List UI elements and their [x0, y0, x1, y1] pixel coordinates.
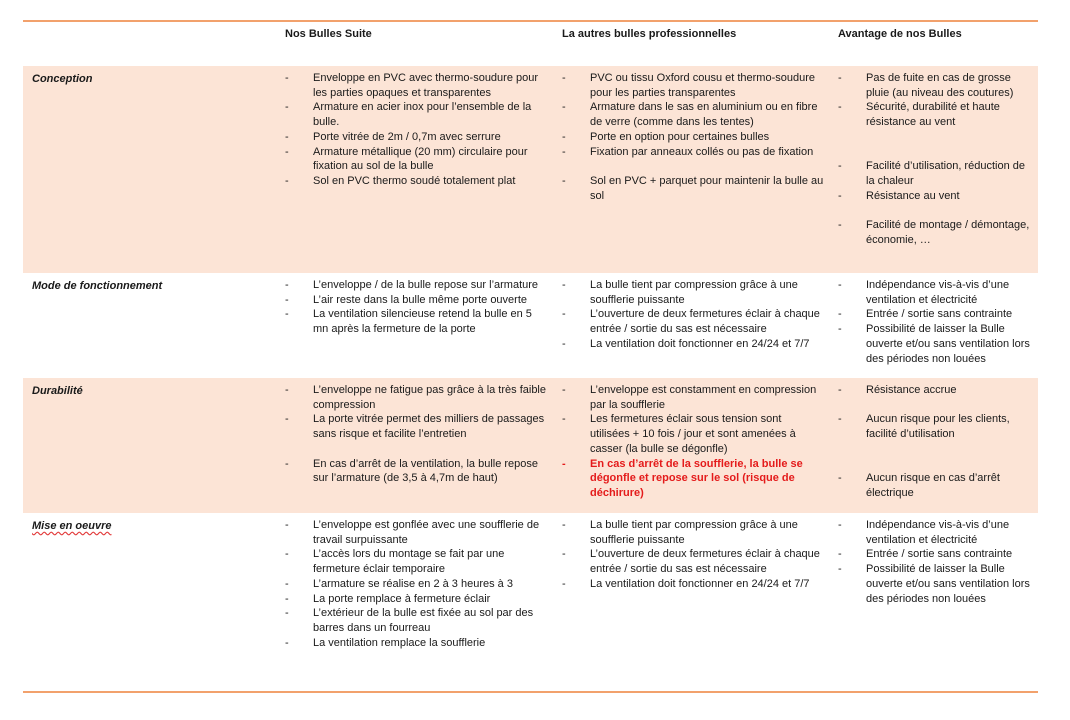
list-item: - Sécurité, durabilité et haute résistance au vent — [838, 101, 1000, 129]
row-category: Conception — [32, 73, 93, 85]
table-row-conception — [23, 66, 1038, 273]
list-item: - Résistance accrue — [838, 384, 957, 396]
list-item: - L’accès lors du montage se fait par une fermeture éclair temporaire — [285, 548, 505, 576]
header-avantages: Avantage de nos Bulles — [838, 28, 962, 40]
cell-nos-bulles — [285, 383, 547, 486]
list-item: - La ventilation silencieuse retend la bulle en 5 mn après la fermeture de la porte — [285, 308, 532, 336]
cell-autres-bulles — [562, 71, 824, 203]
table-row-mise-en-oeuvre — [23, 513, 1038, 683]
cell-autres-bulles — [562, 518, 824, 592]
cell-autres-bulles — [562, 383, 824, 501]
list-item: - Entrée / sortie sans contrainte — [838, 548, 1013, 561]
list-item: - Pas de fuite en cas de grosse pluie (au niveau des coutures) — [838, 72, 1014, 99]
list-item: - Porte vitrée de 2m / 0,7m avec serrure — [285, 130, 501, 143]
list-item: - La porte remplace à fermeture éclair — [285, 592, 491, 605]
list-item: - L’enveloppe est constamment en compression par la soufflerie — [562, 384, 817, 411]
cell-nos-bulles — [285, 278, 547, 337]
list-item: - L’air reste dans la bulle même porte ouverte — [285, 293, 528, 306]
list-item: - La ventilation doit fonctionner en 24/24 et 7/7 — [562, 577, 810, 590]
header-nos-bulles: Nos Bulles Suite — [285, 28, 372, 40]
list-item: - Aucun risque en cas d’arrêt électrique — [838, 472, 1000, 499]
bottom-rule — [23, 691, 1038, 693]
list-item-warning: - En cas d’arrêt de la soufflerie, la bulle se dégonfle et repose sur le sol (risque de déchirure) — [562, 457, 803, 499]
list-item: - L’enveloppe / de la bulle repose sur l’armature — [285, 279, 539, 291]
list-item: - L’enveloppe ne fatigue pas grâce à la très faible compression — [285, 384, 546, 411]
list-item: - PVC ou tissu Oxford cousu et thermo-soudure pour les parties transparentes — [562, 72, 815, 99]
list-item: - Sol en PVC thermo soudé totalement plat — [285, 174, 516, 187]
cell-nos-bulles — [285, 518, 547, 650]
list-item: - La porte vitrée permet des milliers de passages sans risque et facilite l’entretien — [285, 413, 545, 441]
list-item: - La ventilation doit fonctionner en 24/24 et 7/7 — [562, 337, 810, 350]
header-autres-bulles: La autres bulles professionnelles — [562, 28, 737, 40]
list-item: - Enveloppe en PVC avec thermo-soudure pour les parties opaques et transparentes — [285, 72, 539, 99]
list-item: - L’armature se réalise en 2 à 3 heures à 3 — [285, 577, 513, 590]
list-item: - Facilité d’utilisation, réduction de la chaleur — [838, 160, 1025, 187]
cell-nos-bulles — [285, 71, 547, 189]
list-item: - L’enveloppe est gonflée avec une soufflerie de travail surpuissante — [285, 519, 540, 546]
cell-avantages — [838, 71, 1030, 247]
list-item: - Sol en PVC + parquet pour maintenir la bulle au sol — [562, 174, 824, 202]
table-row-durabilite — [23, 378, 1038, 513]
list-item: - En cas d’arrêt de la ventilation, la bulle repose sur l’armature (de 3,5 à 4,7m de haut) — [285, 457, 539, 485]
top-rule — [23, 20, 1038, 22]
list-item: - L’ouverture de deux fermetures éclair à chaque entrée / sortie du sas est nécessaire — [562, 308, 820, 336]
list-item: - Armature dans le sas en aluminium ou en fibre de verre (comme dans les tentes) — [562, 101, 818, 129]
list-item: - Possibilité de laisser la Bulle ouverte et/ou sans ventilation lors des périodes non louées — [838, 563, 1030, 605]
list-item: - Porte en option pour certaines bulles — [562, 130, 770, 143]
list-item: - L’ouverture de deux fermetures éclair à chaque entrée / sortie du sas est nécessaire — [562, 548, 820, 576]
list-item: - Indépendance vis-à-vis d’une ventilation et électricité — [838, 279, 1010, 306]
row-category: Mise en oeuvre — [32, 520, 112, 532]
list-item: - Armature métallique (20 mm) circulaire pour fixation au sol de la bulle — [285, 145, 528, 173]
cell-autres-bulles — [562, 278, 824, 352]
table-row-mode-de-fonctionnement — [23, 273, 1038, 378]
list-item: - Les fermetures éclair sous tension sont utilisées + 10 fois / jour et sont amenées à casser (la bulle se dégonfle) — [562, 413, 796, 455]
row-category: Durabilité — [32, 385, 83, 397]
cell-avantages — [838, 278, 1030, 366]
list-item: - La bulle tient par compression grâce à une soufflerie puissante — [562, 279, 798, 306]
list-item: - Aucun risque pour les clients, facilité d’utilisation — [838, 413, 1010, 441]
list-item: - Résistance au vent — [838, 189, 960, 202]
list-item: - Armature en acier inox pour l’ensemble de la bulle. — [285, 101, 532, 129]
list-item: - Indépendance vis-à-vis d’une ventilation et électricité — [838, 519, 1010, 546]
list-item: - Entrée / sortie sans contrainte — [838, 308, 1013, 321]
list-item: - Facilité de montage / démontage, économie, … — [838, 218, 1030, 246]
cell-avantages — [838, 518, 1030, 606]
list-item: - La ventilation remplace la soufflerie — [285, 636, 486, 649]
list-item: - Fixation par anneaux collés ou pas de fixation — [562, 145, 814, 158]
row-category: Mode de fonctionnement — [32, 280, 163, 292]
list-item: - La bulle tient par compression grâce à une soufflerie puissante — [562, 519, 798, 546]
list-item: - L’extérieur de la bulle est fixée au sol par des barres dans un fourreau — [285, 607, 534, 634]
list-item: - Possibilité de laisser la Bulle ouverte et/ou sans ventilation lors des périodes non louées — [838, 323, 1030, 365]
cell-avantages — [838, 383, 1030, 501]
